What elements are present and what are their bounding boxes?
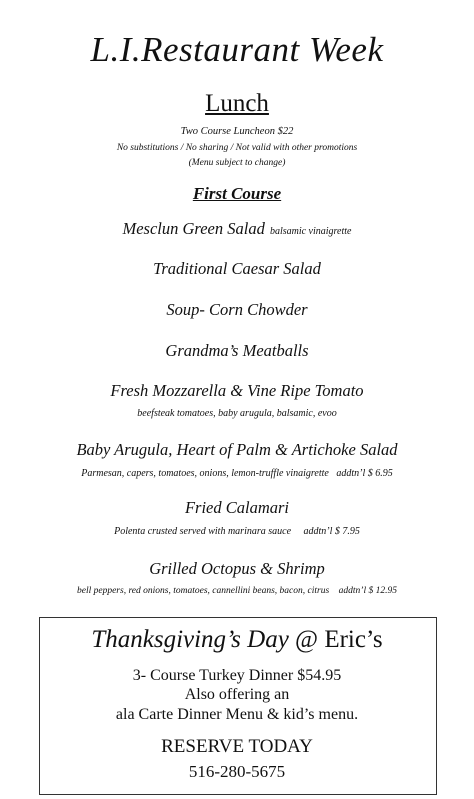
promo-title-venue: @ Eric’s — [295, 626, 383, 653]
rules-line: No substitutions / No sharing / Not valid with other promotions — [116, 143, 358, 153]
meal-heading: Lunch — [205, 90, 269, 117]
reserve-text: RESERVE TODAY — [161, 736, 313, 757]
price-line: Two Course Luncheon $22 — [180, 126, 294, 137]
menu-item-desc: bell peppers, red onions, tomatoes, cannellini beans, bacon, citrus addtn’l $ 12.95 — [77, 586, 397, 596]
menu-item-name: Fresh Mozzarella & Vine Ripe Tomato — [110, 381, 364, 400]
course-heading: First Course — [192, 184, 282, 203]
menu-item-name: Mesclun Green Salad — [122, 219, 265, 238]
promo-title-script: Thanksgiving’s Day — [91, 626, 289, 653]
menu-item-name: Baby Arugula, Heart of Palm & Artichoke Salad — [76, 440, 398, 459]
promo-line: Also offering an — [184, 686, 290, 703]
menu-item — [0, 219, 474, 239]
menu-item-name: Traditional Caesar Salad — [153, 259, 321, 278]
menu-item-desc: Parmesan, capers, tomatoes, onions, lemon-truffle vinaigrette addtn’l $ 6.95 — [81, 468, 393, 479]
menu-item-name: Fried Calamari — [184, 498, 290, 517]
menu-item-name: Grilled Octopus & Shrimp — [149, 559, 325, 578]
menu-item-name: Soup- Corn Chowder — [166, 300, 308, 319]
promo-title — [0, 626, 474, 654]
phone-number: 516-280-5675 — [188, 762, 286, 781]
menu-item-desc: balsamic vinaigrette — [269, 226, 352, 237]
promo-line: 3- Course Turkey Dinner $54.95 — [132, 667, 342, 684]
page-title: L.I.Restaurant Week — [90, 30, 384, 69]
menu-item-desc: Polenta crusted served with marinara sauce addtn’l $ 7.95 — [114, 526, 360, 537]
change-note: (Menu subject to change) — [188, 158, 286, 168]
promo-line: ala Carte Dinner Menu & kid’s menu. — [115, 706, 359, 723]
menu-item-desc: beefsteak tomatoes, baby arugula, balsamic, evoo — [137, 408, 337, 419]
menu-item-name: Grandma’s Meatballs — [165, 341, 309, 360]
